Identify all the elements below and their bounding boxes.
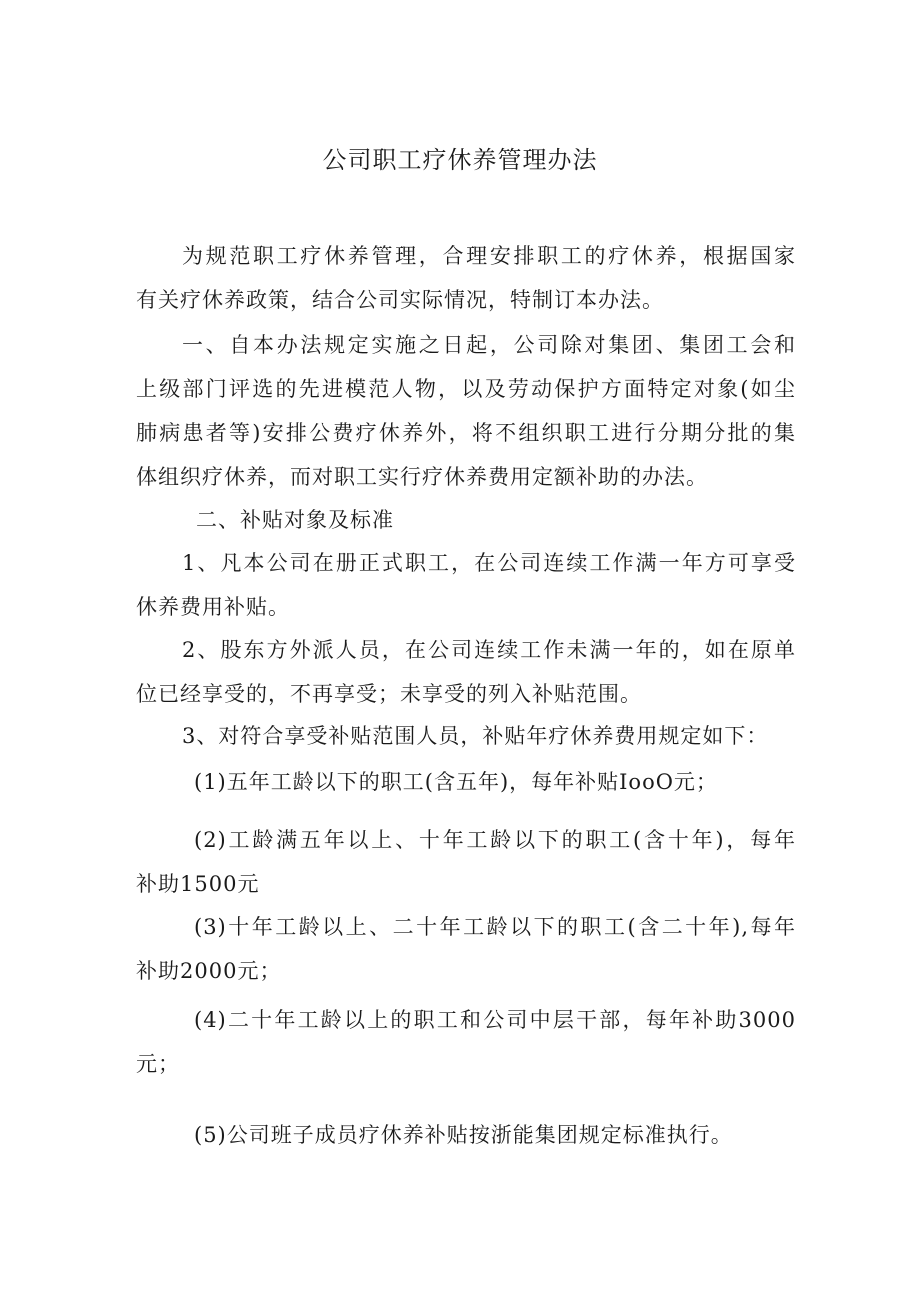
- intro-paragraph: [136, 234, 796, 322]
- sub-item-2: [136, 818, 796, 906]
- intro-line-2: 有关疗休养政策，结合公司实际情况，特制订本办法。: [136, 288, 664, 312]
- sub-item-1-line-1: (1)五年工龄以下的职工(含五年)，每年补贴IooO元；: [194, 770, 718, 794]
- sub-item-5: [136, 1113, 796, 1157]
- sub-item-4-line-2: 元；: [136, 1052, 180, 1076]
- sub-item-1: [136, 760, 796, 804]
- item-1-paragraph: [136, 541, 796, 629]
- section-2-heading: [136, 498, 796, 542]
- item-3-line-1: 3、对符合享受补贴范围人员，补贴年疗休养费用规定如下：: [182, 724, 769, 748]
- sub-item-3-line-2: 补助2000元；: [136, 959, 282, 983]
- item-1-line-1: 1、凡本公司在册正式职工，在公司连续工作满一年方可享受: [182, 551, 796, 575]
- item-2-line-2: 位已经享受的，不再享受；未享受的列入补贴范围。: [136, 682, 642, 706]
- section-1-line-1: 一、自本办法规定实施之日起，公司除对集团、集团工会和: [182, 333, 796, 357]
- sub-item-2-line-1: (2)工龄满五年以上、十年工龄以下的职工(含十年)，每年: [194, 828, 796, 852]
- section-1-line-2: 上级部门评选的先进模范人物，以及劳动保护方面特定对象(如尘: [136, 377, 796, 401]
- page-title: 公司职工疗休养管理办法: [322, 146, 598, 174]
- sub-item-2-line-2: 补助1500元: [136, 872, 260, 896]
- sub-item-3: [136, 905, 796, 993]
- section-1-line-3: 肺病患者等)安排公费疗休养外，将不组织职工进行分期分批的集: [136, 421, 796, 445]
- sub-item-4-line-1: (4)二十年工龄以上的职工和公司中层干部，每年补助3000: [194, 1008, 796, 1032]
- section-1-paragraph: [136, 323, 796, 499]
- sub-item-5-line-1: (5)公司班子成员疗休养补贴按浙能集团规定标准执行。: [194, 1123, 733, 1147]
- item-3-paragraph: [136, 714, 796, 758]
- intro-line-1: 为规范职工疗休养管理，合理安排职工的疗休养，根据国家: [182, 244, 796, 268]
- item-2-paragraph: [136, 628, 796, 716]
- sub-item-3-line-1: (3)十年工龄以上、二十年工龄以下的职工(含二十年),每年: [194, 915, 796, 939]
- sub-item-4: [136, 998, 796, 1086]
- item-2-line-1: 2、股东方外派人员，在公司连续工作未满一年的，如在原单: [182, 638, 796, 662]
- section-2-heading-text: 二、补贴对象及标准: [196, 508, 394, 532]
- section-1-line-4: 体组织疗休养，而对职工实行疗休养费用定额补助的办法。: [136, 465, 708, 489]
- item-1-line-2: 休养费用补贴。: [136, 595, 290, 619]
